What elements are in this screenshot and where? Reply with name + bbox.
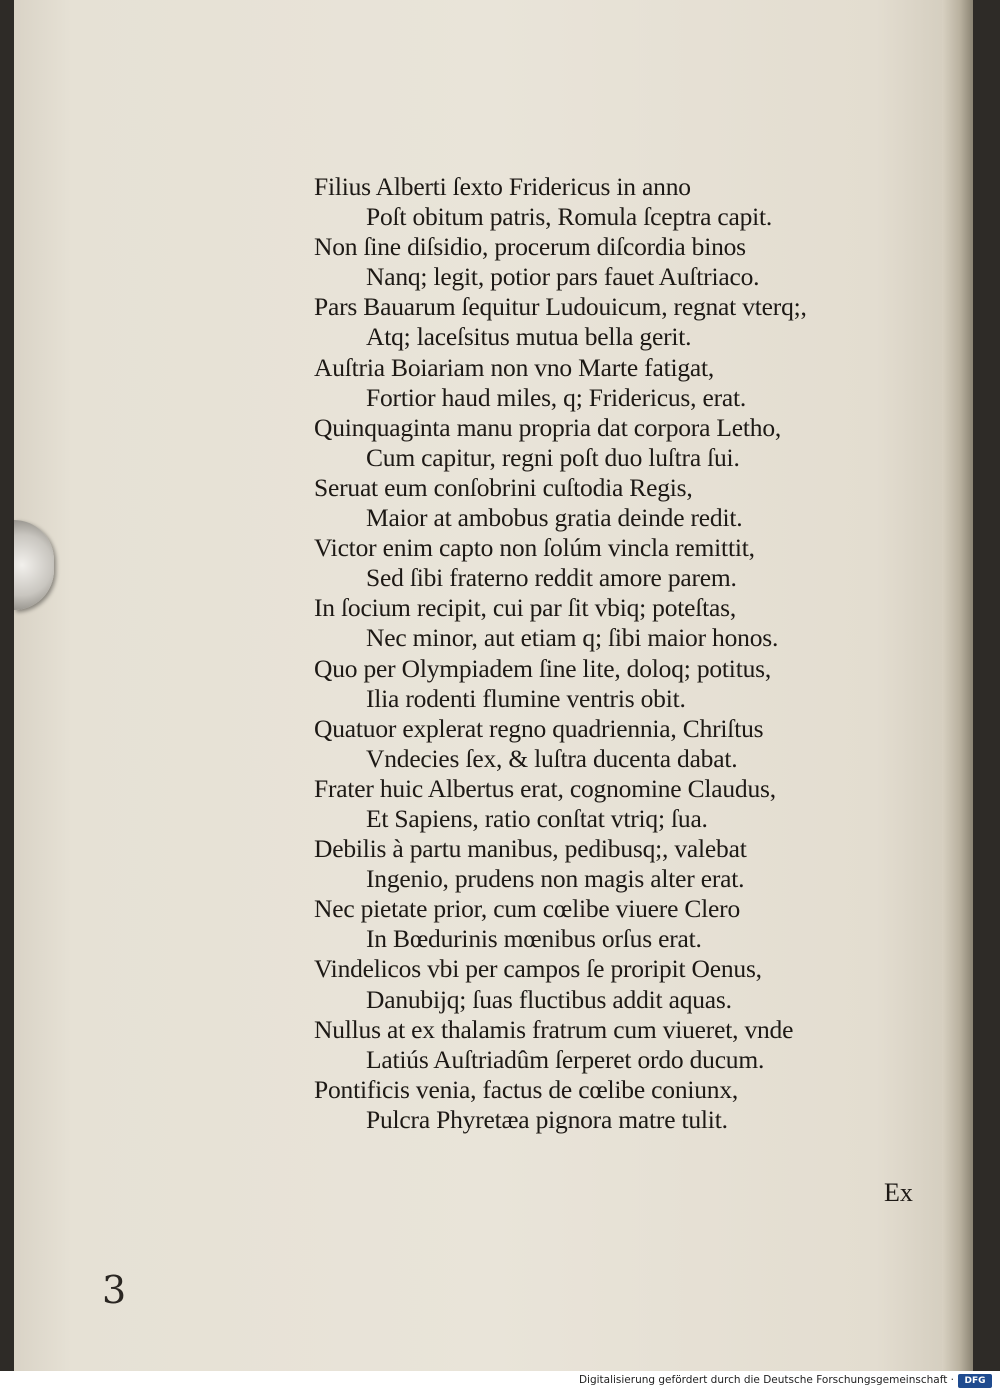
verse-line: Auſtria Boiariam non vno Marte fatigat, xyxy=(314,352,715,382)
verse-line: Cum capitur, regni poſt duo luſtra ſui. xyxy=(366,442,740,472)
verse-line: Fortior haud miles, q; Fridericus, erat. xyxy=(366,382,747,412)
verse-line: Victor enim capto non ſolúm vincla remittit, xyxy=(314,533,755,563)
verse-line: In Bœdurinis mœnibus orſus erat. xyxy=(366,924,702,954)
verse-line: In ſocium recipit, cui par ſit vbiq; poteſtas, xyxy=(314,593,737,623)
verse-line: Quatuor explerat regno quadriennia, Chriſtus xyxy=(314,713,764,743)
verse-line: Filius Alberti ſexto Fridericus in anno xyxy=(314,172,691,201)
verse-line: Latiús Auſtriadûm ſerperet ordo ducum. xyxy=(366,1044,765,1074)
verse-block xyxy=(314,172,934,1135)
verse-line: Quo per Olympiadem ſine lite, doloq; potitus, xyxy=(314,653,772,683)
verse-line: Atq; laceſsitus mutua bella gerit. xyxy=(366,322,692,352)
verse-line: Poſt obitum patris, Romula ſceptra capit. xyxy=(366,202,773,232)
verse-line: Vindelicos vbi per campos ſe proripit Oenus, xyxy=(314,954,762,984)
footer-bar xyxy=(0,1371,1000,1391)
verse-line: Pars Bauarum ſequitur Ludouicum, regnat vterq;, xyxy=(314,292,807,322)
page-edge xyxy=(942,0,972,1371)
book-page xyxy=(14,0,973,1371)
verse-line: Seruat eum conſobrini cuſtodia Regis, xyxy=(314,472,693,502)
verse-line: Nec pietate prior, cum cœlibe viuere Clero xyxy=(314,894,741,924)
verse-line: Debilis à partu manibus, pedibusq;, valebat xyxy=(314,834,747,864)
verse-line: Frater huic Albertus erat, cognomine Claudus, xyxy=(314,773,776,803)
verse-line: Nullus at ex thalamis fratrum cum viueret, vnde xyxy=(314,1014,794,1044)
dfg-logo-icon[interactable]: DFG xyxy=(958,1374,992,1388)
verse-line: Nanq; legit, potior pars fauet Auſtriaco. xyxy=(366,262,760,292)
verse-line: Danubijq; ſuas fluctibus addit aquas. xyxy=(366,984,732,1014)
verse-line: Pontificis venia, factus de cœlibe coniunx, xyxy=(314,1074,739,1104)
verse-line: Ilia rodenti flumine ventris obit. xyxy=(366,683,686,713)
verse-line: Quinquaginta manu propria dat corpora Letho, xyxy=(314,412,782,442)
verse-line: Maior at ambobus gratia deinde redit. xyxy=(366,503,743,533)
verse-line: Vndecies ſex, & luſtra ducenta dabat. xyxy=(366,743,738,773)
footer-credit: Digitalisierung gefördert durch die Deutsche Forschungsgemeinschaft · xyxy=(578,1374,954,1386)
verse-line: Sed ſibi fraterno reddit amore parem. xyxy=(366,563,737,593)
verse-line: Non ſine diſsidio, procerum diſcordia binos xyxy=(314,232,746,262)
verse-line: Nec minor, aut etiam q; ſibi maior honos. xyxy=(366,623,779,653)
catchword: Ex xyxy=(884,1178,913,1207)
verse-line: Ingenio, prudens non magis alter erat. xyxy=(366,864,745,894)
binding-clip xyxy=(14,520,54,610)
verse-line: Et Sapiens, ratio conſtat vtriq; ſua. xyxy=(366,803,708,833)
verse-line: Pulcra Phyretæa pignora matre tulit. xyxy=(366,1104,728,1134)
signature-mark: 3 xyxy=(102,1268,127,1312)
